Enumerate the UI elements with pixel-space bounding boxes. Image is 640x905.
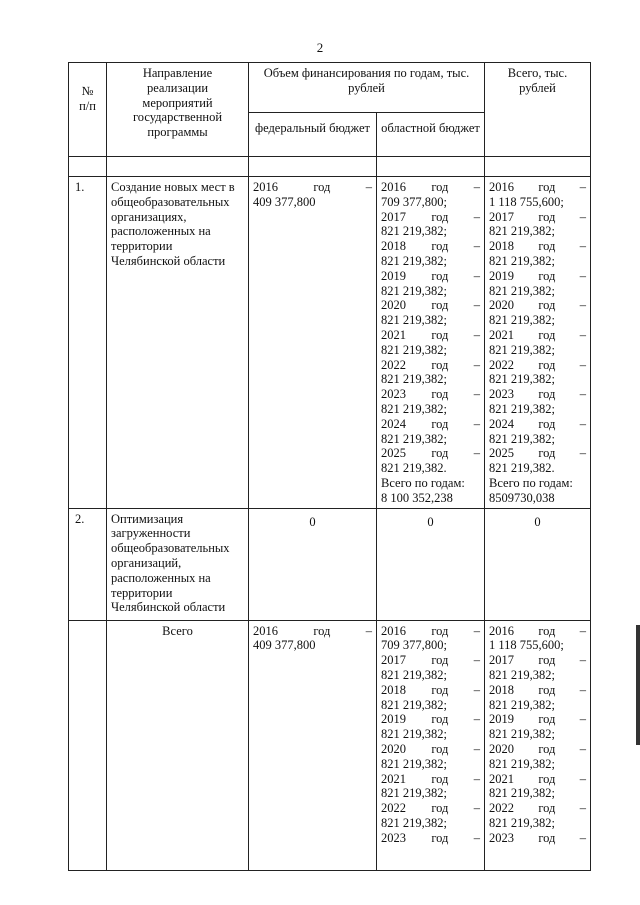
year-value: 2021 [381,771,406,786]
year-value: 2021 [489,327,514,342]
year-line [489,180,586,195]
amount-value: 821 219,382; [381,815,447,830]
year-value: 2018 [381,682,406,697]
row-federal [249,177,377,509]
year-line [381,653,480,668]
year-word: год [538,712,556,727]
year-dash: – [579,653,586,668]
direction-line: расположенных на [111,224,211,239]
year-dash: – [473,209,480,224]
year-value: 2020 [489,298,514,313]
year-value: 2023 [381,387,406,402]
year-dash: – [473,771,480,786]
year-value: 2018 [489,239,514,254]
year-word: год [431,712,449,727]
amount-value: 821 219,382; [489,342,555,357]
year-dash: – [365,180,372,194]
row-total [485,177,591,509]
amount-value: 821 219,382; [381,401,447,416]
year-word: год [431,298,449,313]
year-line [253,624,372,639]
year-line [489,742,586,757]
year-word: год [431,268,449,283]
year-word: год [538,416,556,431]
amount-value: 821 219,382; [489,727,555,742]
direction-line: Оптимизация [111,511,184,526]
header-number-line1: № [81,84,94,98]
year-dash: – [473,357,480,372]
year-line [381,180,480,195]
year-line [489,831,586,846]
year-line [381,446,480,461]
year-value: 2020 [489,741,514,756]
year-value: 2016 [381,623,406,638]
year-line [381,328,480,343]
year-dash: – [579,387,586,402]
row-number: 1. [69,177,107,509]
year-word: год [431,741,449,756]
header-federal: федеральный бюджет [249,113,377,157]
direction-line: загруженности [111,526,191,541]
year-word: год [538,239,556,254]
amount-value: 821 219,382; [381,431,447,446]
total-by-years: 8509730,038 [489,490,555,505]
year-word: год [538,387,556,402]
year-dash: – [473,180,480,194]
year-word: год [538,741,556,756]
year-dash: – [473,830,480,845]
year-value: 2024 [381,416,406,431]
year-line [489,239,586,254]
year-line [381,298,480,313]
amount-value: 821 219,382; [381,372,447,387]
year-dash: – [473,239,480,254]
year-line [489,624,586,639]
year-line [381,831,480,846]
year-dash: – [473,741,480,756]
year-value: 2016 [381,180,406,194]
row-regional: 0 [377,508,485,620]
header-direction-line: Направление [142,66,213,80]
year-dash: – [473,327,480,342]
amount-value: 821 219,382; [381,667,447,682]
year-value: 2023 [489,387,514,402]
year-dash: – [579,771,586,786]
header-spacer-row [69,157,591,177]
row-number: 2. [69,508,107,620]
year-dash: – [473,416,480,431]
year-line [489,269,586,284]
year-word: год [538,653,556,668]
year-dash: – [473,653,480,668]
row-total [485,620,591,870]
amount-value: 409 377,800 [253,638,316,653]
year-word: год [431,180,449,194]
direction-line: Челябинской области [111,253,226,268]
year-value: 2019 [489,268,514,283]
amount-value: 1 118 755,600; [489,638,564,653]
header-regional: областной бюджет [377,113,485,157]
year-line [489,298,586,313]
row-direction [107,177,249,509]
row-federal [249,620,377,870]
year-word: год [431,327,449,342]
direction-line: Создание новых мест в [111,180,235,194]
year-word: год [538,623,556,638]
amount-value: 821 219,382. [381,461,447,476]
year-value: 2017 [381,209,406,224]
amount-value: 821 219,382; [489,372,555,387]
amount-value: 821 219,382; [489,224,555,239]
header-direction-line: программы [147,125,208,140]
year-value: 2018 [381,239,406,254]
header-number [69,63,107,157]
year-line [381,269,480,284]
year-value: 2016 [489,180,514,194]
year-word: год [538,801,556,816]
direction-line: организациях, [111,209,187,224]
year-word: год [431,682,449,697]
year-dash: – [473,268,480,283]
direction-line: территории [111,239,173,254]
year-dash: – [579,416,586,431]
year-value: 2017 [381,653,406,668]
year-word: год [313,623,331,638]
year-dash: – [579,712,586,727]
year-line [381,624,480,639]
header-funding [249,63,485,113]
page-number: 2 [316,40,324,55]
year-value: 2016 [253,623,278,638]
year-word: год [431,623,449,638]
amount-value: 709 377,800; [381,194,447,209]
year-dash: – [473,298,480,313]
amount-value: 821 219,382; [489,313,555,328]
year-value: 2016 [489,623,514,638]
header-row [69,63,591,113]
page-edge-mark [636,625,640,745]
row-regional [377,177,485,509]
year-dash: – [473,682,480,697]
year-value: 2023 [489,830,514,845]
year-line [489,801,586,816]
amount-value: 1 118 755,600; [489,194,564,209]
direction-line: территории [111,585,173,600]
amount-value: 821 219,382. [489,461,555,476]
table-row [69,508,591,620]
year-value: 2024 [489,416,514,431]
year-word: год [431,653,449,668]
row-number [69,620,107,870]
direction-line: общеобразовательных [111,194,230,209]
year-word: год [431,416,449,431]
year-value: 2022 [381,357,406,372]
year-value: 2017 [489,209,514,224]
year-value: 2022 [489,801,514,816]
amount-value: 821 219,382; [489,815,555,830]
amount-value: 821 219,382; [381,283,447,298]
header-number-line2: п/п [79,98,96,113]
year-line [489,328,586,343]
year-value: 2022 [381,801,406,816]
year-line [381,387,480,402]
year-dash: – [579,741,586,756]
year-dash: – [473,801,480,816]
year-line [381,683,480,698]
funding-table [68,62,591,871]
year-line [489,358,586,373]
year-line [489,772,586,787]
year-value: 2020 [381,298,406,313]
year-word: год [431,387,449,402]
year-line [381,801,480,816]
header-direction-line: реализации [146,80,209,95]
year-word: год [538,830,556,845]
year-value: 2018 [489,682,514,697]
year-line [381,239,480,254]
amount-value: 821 219,382; [381,727,447,742]
year-word: год [538,268,556,283]
amount-value: 821 219,382; [489,756,555,771]
year-line [253,180,372,195]
year-word: год [431,830,449,845]
year-line [489,446,586,461]
row-label-total: Всего [107,620,249,870]
year-dash: – [473,387,480,402]
header-direction [107,63,249,157]
year-value: 2025 [381,446,406,461]
year-dash: – [579,298,586,313]
header-funding-line: Объем финансирования по годам, тыс. [263,66,470,80]
year-value: 2019 [381,268,406,283]
year-dash: – [579,357,586,372]
total-by-years: 8 100 352,238 [381,490,453,505]
amount-value: 821 219,382; [381,253,447,268]
year-dash: – [579,830,586,845]
year-dash: – [579,239,586,254]
amount-value: 821 219,382; [489,283,555,298]
year-line [381,417,480,432]
year-word: год [431,771,449,786]
year-value: 2025 [489,446,514,461]
header-direction-line: государственной [132,110,223,125]
amount-value: 821 219,382; [489,401,555,416]
amount-value: 709 377,800; [381,638,447,653]
year-value: 2021 [381,327,406,342]
year-value: 2019 [381,712,406,727]
amount-value: 821 219,382; [489,667,555,682]
amount-value: 821 219,382; [381,342,447,357]
year-line [381,742,480,757]
year-word: год [538,682,556,697]
year-dash: – [579,623,586,638]
header-funding-line: рублей [348,80,385,95]
year-dash: – [579,801,586,816]
year-word: год [431,239,449,254]
year-dash: – [579,327,586,342]
year-word: год [431,357,449,372]
year-value: 2022 [489,357,514,372]
year-value: 2023 [381,830,406,845]
row-regional [377,620,485,870]
table-row-total [69,620,591,870]
year-line [489,387,586,402]
year-line [489,712,586,727]
direction-line: расположенных на [111,570,211,585]
direction-line: Челябинской области [111,600,226,615]
year-word: год [431,801,449,816]
year-line [489,417,586,432]
amount-value: 821 219,382; [489,253,555,268]
year-word: год [538,298,556,313]
year-line [381,210,480,225]
total-by-years: Всего по годам: [489,475,573,490]
year-dash: – [473,446,480,461]
year-value: 2020 [381,741,406,756]
year-dash: – [473,623,480,638]
year-word: год [538,771,556,786]
year-dash: – [579,209,586,224]
amount-value: 821 219,382; [381,756,447,771]
amount-value: 821 219,382; [489,697,555,712]
amount-value: 821 219,382; [381,697,447,712]
year-dash: – [473,712,480,727]
year-word: год [538,209,556,224]
year-value: 2021 [489,771,514,786]
year-line [381,712,480,727]
amount-value: 821 219,382; [381,786,447,801]
row-federal: 0 [249,508,377,620]
year-line [489,683,586,698]
year-value: 2019 [489,712,514,727]
year-word: год [538,180,556,194]
direction-line: общеобразовательных [111,541,230,556]
year-word: год [313,180,331,194]
amount-value: 409 377,800 [253,194,316,209]
year-dash: – [579,180,586,194]
header-direction-line: мероприятий [142,95,213,110]
year-word: год [431,446,449,461]
year-dash: – [579,446,586,461]
year-dash: – [365,623,372,638]
year-word: год [538,446,556,461]
header-total: Всего, тыс. рублей [485,63,591,157]
year-value: 2016 [253,180,278,194]
year-dash: – [579,682,586,697]
amount-value: 821 219,382; [381,313,447,328]
year-dash: – [579,268,586,283]
year-line [489,653,586,668]
amount-value: 821 219,382; [489,786,555,801]
year-word: год [431,209,449,224]
row-direction [107,508,249,620]
row-total: 0 [485,508,591,620]
year-word: год [538,357,556,372]
year-line [381,772,480,787]
year-word: год [538,327,556,342]
year-line [381,358,480,373]
amount-value: 821 219,382; [381,224,447,239]
year-value: 2017 [489,653,514,668]
year-line [489,210,586,225]
total-by-years: Всего по годам: [381,475,465,490]
table-row [69,177,591,509]
direction-line: организаций, [111,555,182,570]
amount-value: 821 219,382; [489,431,555,446]
